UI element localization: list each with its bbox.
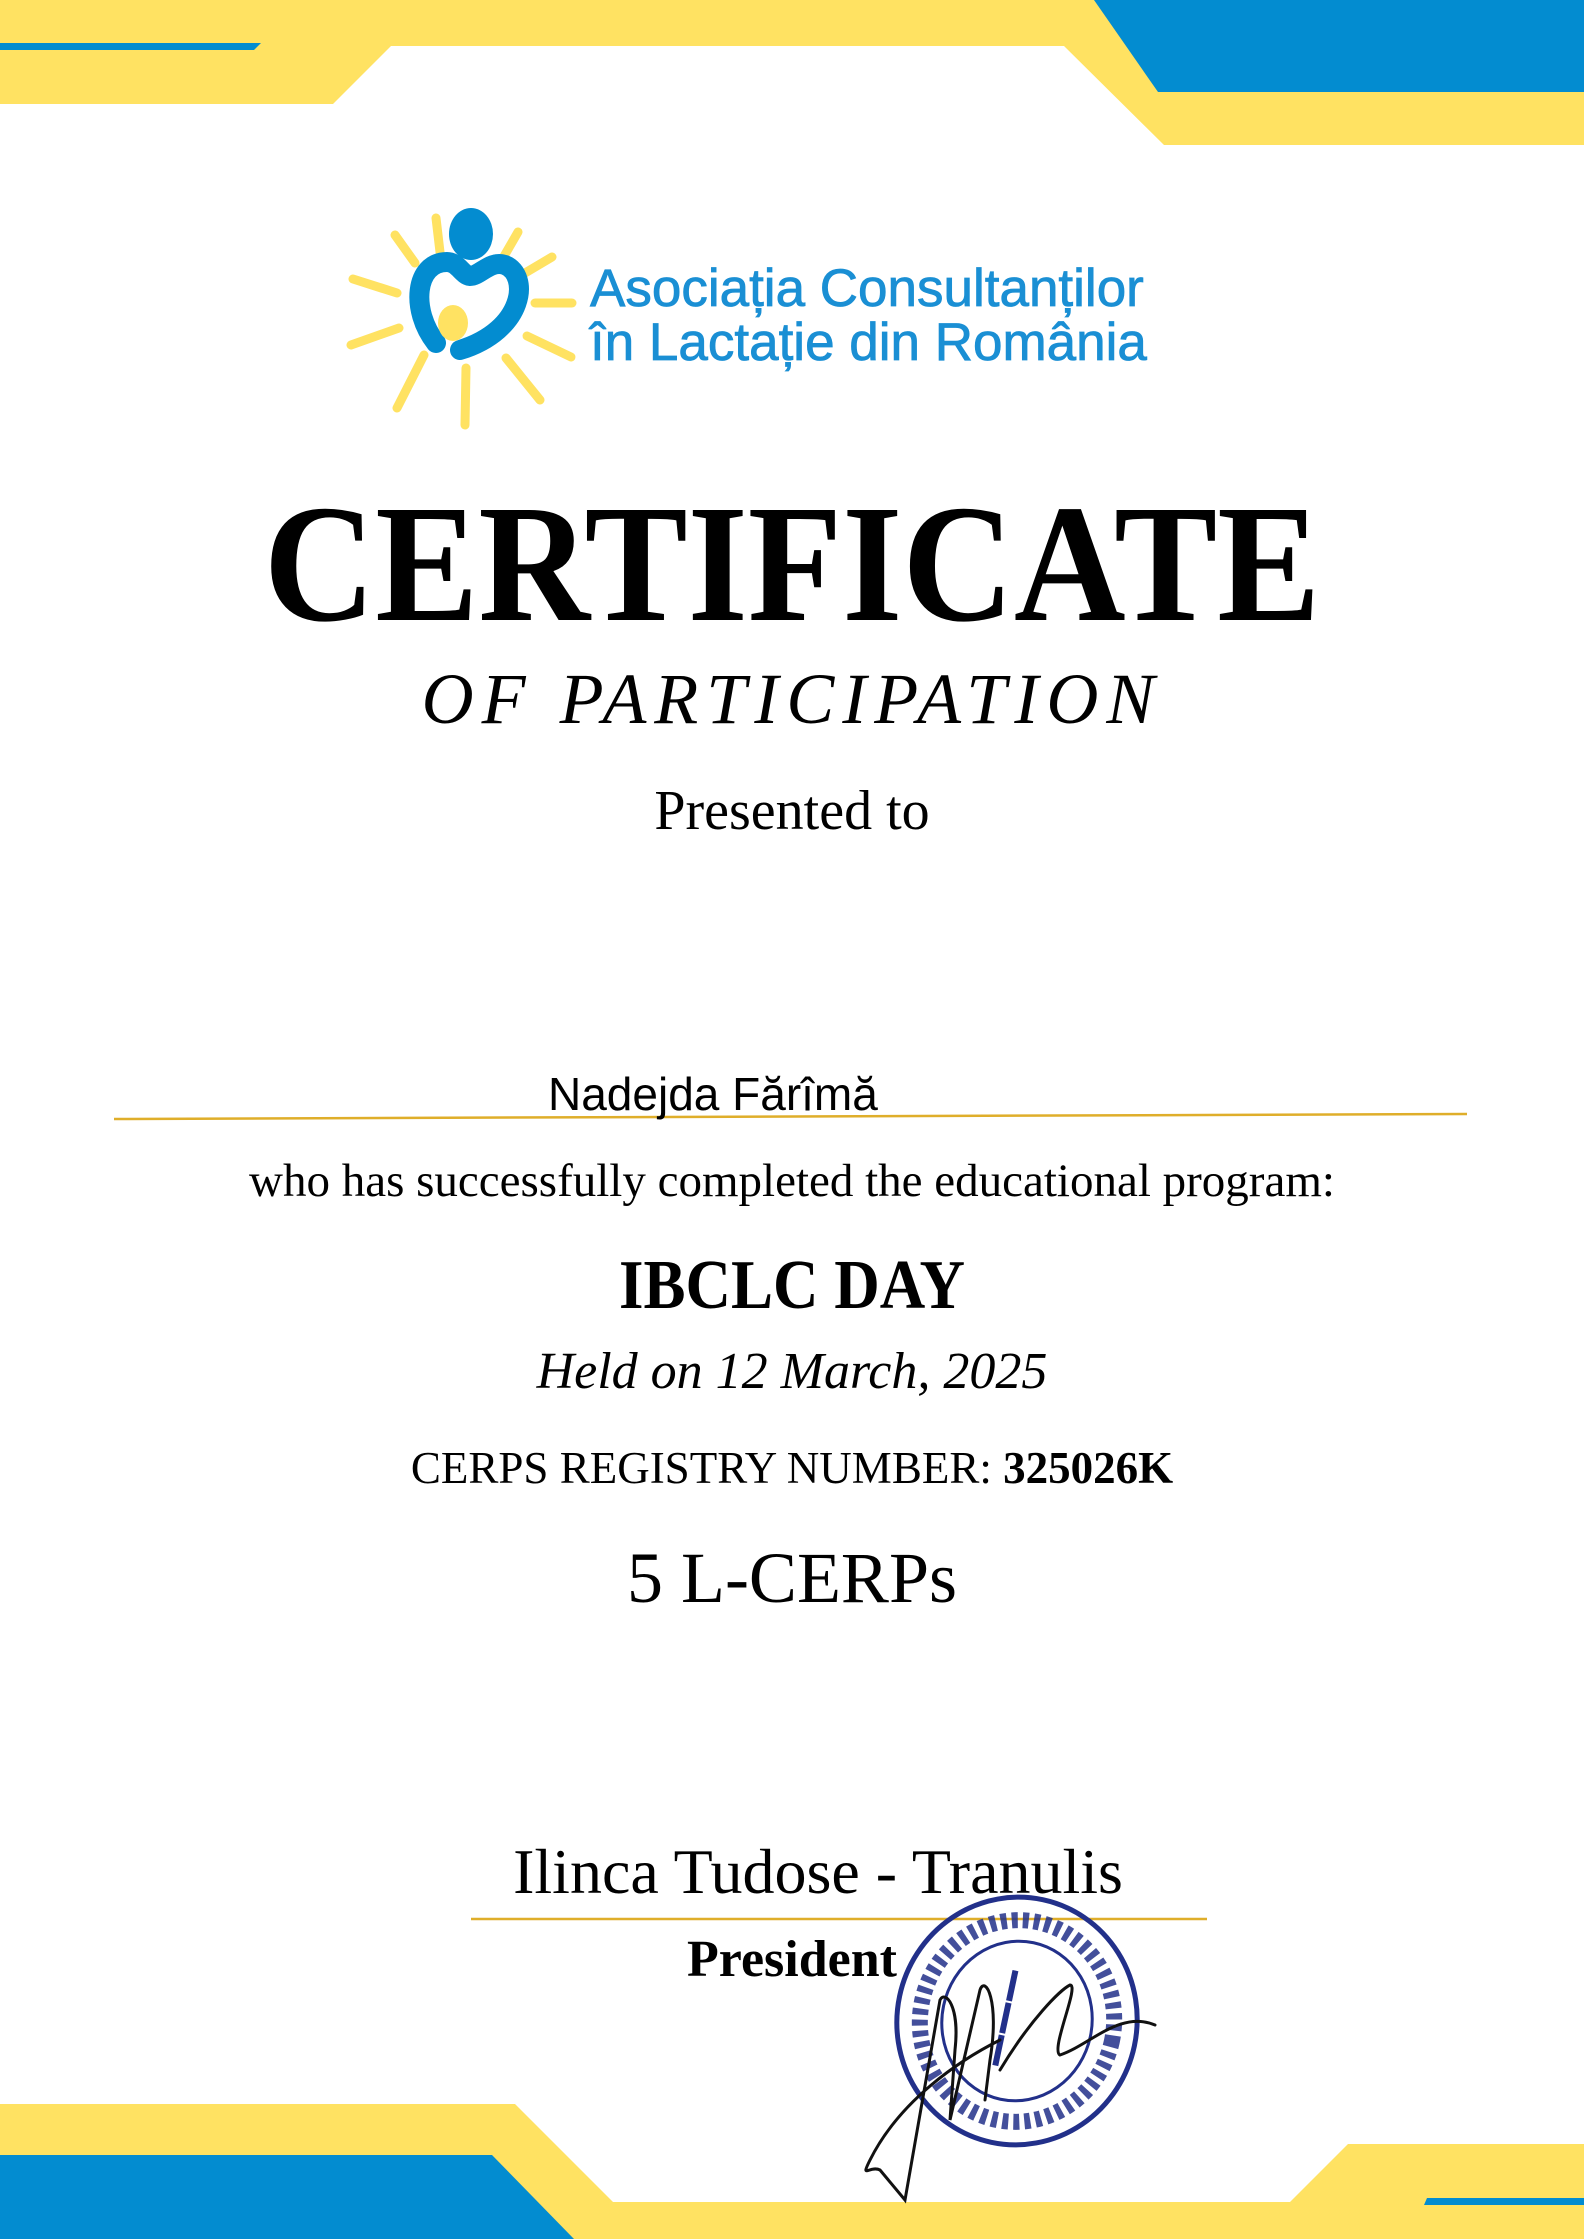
registry-label: CERPS REGISTRY NUMBER:: [410, 1443, 1004, 1493]
bottom-right-blue-line: [1424, 2198, 1584, 2205]
bottom-left-blue-block: [0, 2155, 574, 2239]
certificate-title: CERTIFICATE: [263, 471, 1321, 657]
registry-line: [0, 1443, 1584, 1493]
completion-statement: who has successfully completed the educational program:: [249, 1155, 1335, 1207]
top-left-blue-line: [0, 43, 261, 50]
certificate-subtitle: OF PARTICIPATION: [421, 659, 1163, 739]
logo-text-line2: în Lactație din România: [590, 313, 1147, 372]
recipient-name: Nadejda Fărîmă: [548, 1068, 878, 1120]
credits-value: 5 L-CERPs: [626, 1538, 958, 1618]
presented-to-label: Presented to: [654, 780, 930, 842]
top-right-blue-block: [1094, 0, 1584, 92]
program-name: IBCLC DAY: [618, 1247, 965, 1324]
signer-role: President: [687, 1931, 897, 1988]
logo-text-line1: Asociația Consultanților: [590, 259, 1144, 318]
signer-name: Ilinca Tudose - Tranulis: [513, 1836, 1123, 1907]
registry-number: 325026K: [1003, 1443, 1174, 1493]
event-date: Held on 12 March, 2025: [536, 1343, 1048, 1400]
